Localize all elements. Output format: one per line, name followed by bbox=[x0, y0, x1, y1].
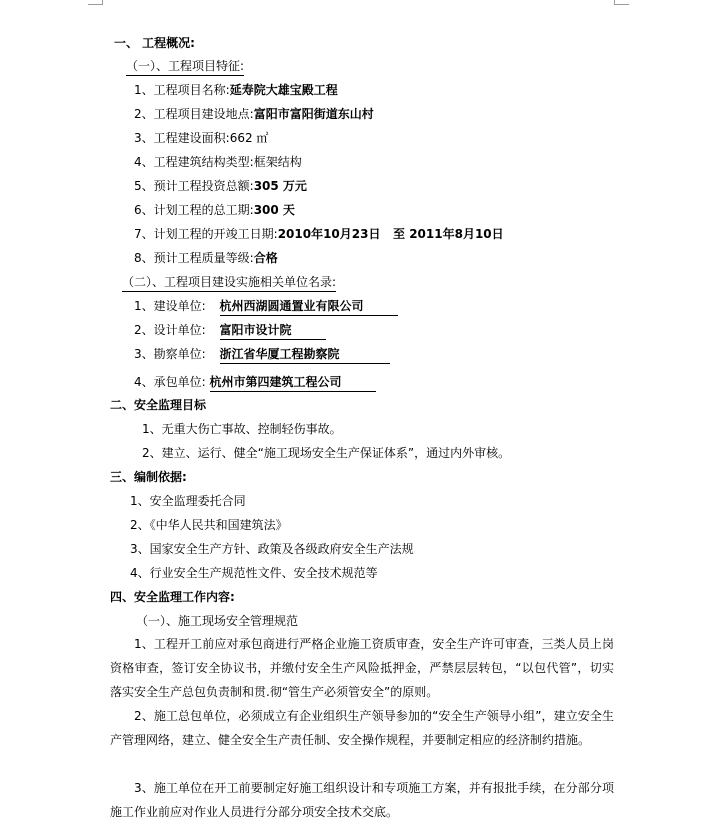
subsection-1-1-title: （一）、工程项目特征: bbox=[126, 58, 244, 76]
item-value: 框架结构 bbox=[253, 155, 302, 169]
section-4-heading: 四、安全监理工作内容: bbox=[110, 590, 235, 604]
project-item-3 bbox=[134, 130, 268, 146]
subsection-1-2-heading bbox=[122, 274, 336, 292]
basis-item-3: 3、国家安全生产方针、政策及各级政府安全生产法规 bbox=[130, 542, 414, 556]
margin-corner-mark-left bbox=[88, 0, 103, 5]
section-1-heading: 一、 工程概况: bbox=[114, 36, 195, 50]
subsection-1-1-heading bbox=[126, 58, 244, 76]
project-item-7 bbox=[134, 226, 504, 242]
unit-value: 杭州西湖圆通置业有限公司 bbox=[220, 298, 398, 316]
unit-label: 4、承包单位: bbox=[134, 375, 206, 389]
item-value: 305 万元 bbox=[253, 179, 307, 193]
project-item-4 bbox=[134, 154, 302, 170]
section-2-heading: 二、安全监理目标 bbox=[110, 398, 207, 412]
item-value: 662 ㎡ bbox=[229, 131, 269, 145]
unit-item-3 bbox=[134, 346, 390, 364]
item-label: 4、工程建筑结构类型: bbox=[134, 155, 254, 169]
project-item-5 bbox=[134, 178, 307, 194]
margin-corner-mark-right bbox=[614, 0, 629, 5]
item-value: 300 天 bbox=[253, 203, 295, 217]
item-value: 2010年10月23日 至 2011年8月10日 bbox=[277, 227, 504, 241]
unit-item-1 bbox=[134, 298, 398, 316]
basis-item-1: 1、安全监理委托合同 bbox=[130, 494, 246, 508]
item-label: 6、计划工程的总工期: bbox=[134, 203, 254, 217]
project-item-6 bbox=[134, 202, 295, 218]
work-paragraph-3: 3、施工单位在开工前要制定好施工组织设计和专项施工方案，并有报批手续，在分部分项施工作业前应对作业人员进行分部分项安全技术交底。 bbox=[110, 781, 614, 819]
work-paragraph-1: 1、工程开工前应对承包商进行严格企业施工资质审查，安全生产许可审查，三类人员上岗资格审查，签订安全协议书，并缴付安全生产风险抵押金，严禁层层转包，“以包代管”，切实落实安全生产总包负责制和贯.彻“管生产必须管安全”的原则。 bbox=[110, 637, 614, 699]
unit-value: 富阳市设计院 bbox=[220, 322, 326, 340]
section-3-heading: 三、编制依据: bbox=[110, 470, 187, 484]
unit-item-2 bbox=[134, 322, 326, 340]
item-value: 合格 bbox=[253, 251, 278, 265]
goal-item-1: 1、无重大伤亡事故、控制轻伤事故。 bbox=[142, 422, 342, 436]
basis-item-2: 2、《中华人民共和国建筑法》 bbox=[130, 518, 288, 532]
goal-item-2: 2、建立、运行、健全“施工现场安全生产保证体系”，通过内外审核。 bbox=[142, 446, 511, 460]
unit-value: 浙江省华厦工程勘察院 bbox=[220, 346, 390, 364]
subsection-4-1-heading: （一）、施工现场安全管理规范 bbox=[136, 614, 299, 628]
unit-value: 杭州市第四建筑工程公司 bbox=[210, 374, 376, 392]
basis-item-4: 4、行业安全生产规范性文件、安全技术规范等 bbox=[130, 566, 378, 580]
item-label: 1、工程项目名称: bbox=[134, 83, 230, 97]
project-item-1 bbox=[134, 82, 338, 98]
item-label: 3、工程建设面积: bbox=[134, 131, 230, 145]
project-item-2 bbox=[134, 106, 374, 122]
unit-label: 2、设计单位: bbox=[134, 323, 206, 337]
unit-item-4 bbox=[134, 374, 376, 392]
item-label: 8、预计工程质量等级: bbox=[134, 251, 254, 265]
work-paragraph-2: 2、施工总包单位，必须成立有企业组织生产领导参加的“安全生产领导小组”，建立安全生产管理网络，建立、健全安全生产责任制、安全操作规程，并要制定相应的经济制约措施。 bbox=[110, 709, 614, 747]
unit-label: 3、勘察单位: bbox=[134, 347, 206, 361]
item-label: 7、计划工程的开竣工日期: bbox=[134, 227, 278, 241]
subsection-1-2-title: （二）、工程项目建设实施相关单位名录: bbox=[122, 274, 336, 292]
project-item-8 bbox=[134, 250, 278, 266]
item-label: 5、预计工程投资总额: bbox=[134, 179, 254, 193]
unit-label: 1、建设单位: bbox=[134, 299, 206, 313]
item-label: 2、工程项目建设地点: bbox=[134, 107, 254, 121]
item-value: 延寿院大雄宝殿工程 bbox=[229, 83, 338, 97]
item-value: 富阳市富阳街道东山村 bbox=[253, 107, 374, 121]
